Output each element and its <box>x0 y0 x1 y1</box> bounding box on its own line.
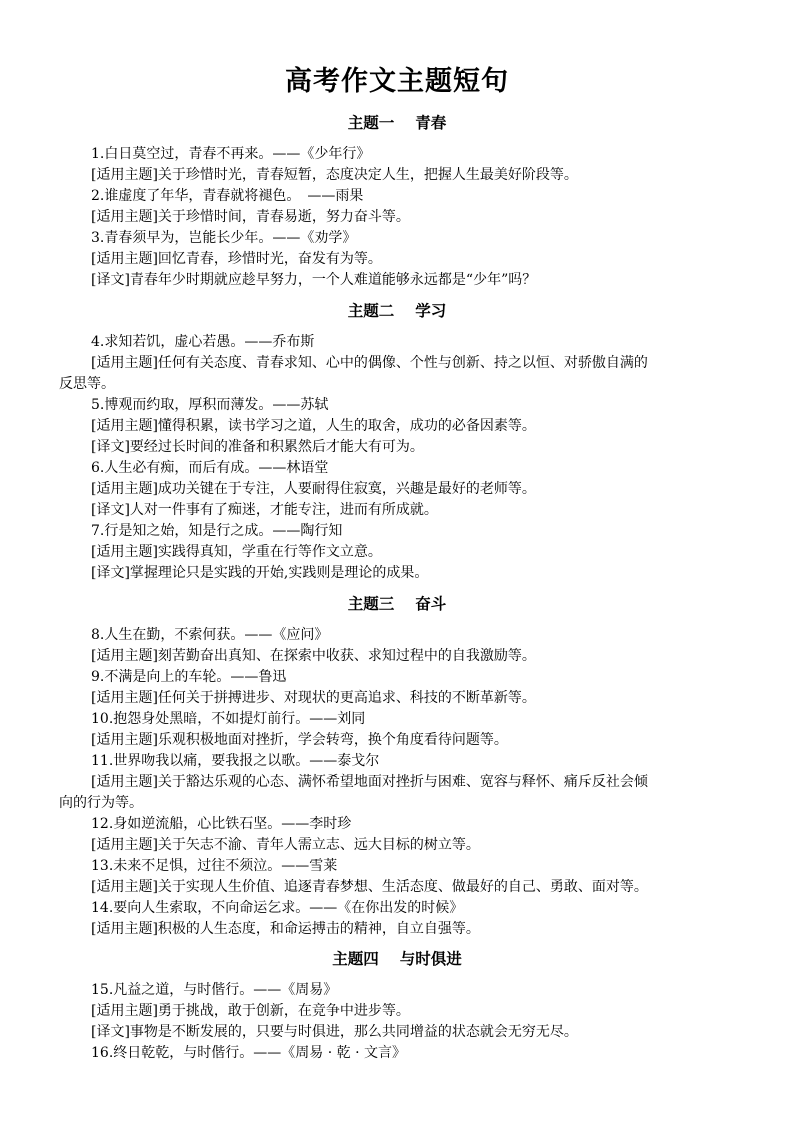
theme-line: [适用主题]勇于挑战，敢于创新，在竞争中进步等。 <box>91 1003 410 1019</box>
theme-line: [适用主题]实践得真知，学重在行等作文立意。 <box>91 544 382 560</box>
translation-line: [译文]事物是不断发展的，只要与时俱进，那么共同增益的状态就会无穷无尽。 <box>91 1024 578 1040</box>
quote-line: 9.不满是向上的车轮。——鲁迅 <box>91 669 287 685</box>
quote-line: 8.人生在勤，不索何获。——《应问》 <box>91 627 329 643</box>
theme-line: [适用主题]任何有关态度、青春求知、心中的偶像、个性与创新、持之以恒、对骄傲自满的 <box>91 355 648 371</box>
quote-line: 10.抱怨身处黑暗，不如提灯前行。——刘同 <box>91 711 366 727</box>
theme-line: [适用主题]任何关于拼搏进步、对现状的更高追求、科技的不断革新等。 <box>91 690 536 706</box>
translation-line: [译文]要经过长时间的准备和积累然后才能大有可为。 <box>91 439 424 455</box>
quote-line: 16.终日乾乾，与时偕行。——《周易 · 乾 · 文言》 <box>91 1045 406 1061</box>
section-heading-times: 主题四 与时俱进 <box>332 950 462 968</box>
theme-line: [适用主题]关于实现人生价值、追逐青春梦想、生活态度、做最好的自己、勇敢、面对等。 <box>91 879 648 895</box>
quote-line: 12.身如逆流船，心比铁石坚。——李时珍 <box>91 816 352 832</box>
theme-line: [适用主题]懂得积累，读书学习之道，人生的取舍，成功的必备因素等。 <box>91 418 536 434</box>
quote-line: 7.行是知之始，知是行之成。——陶行知 <box>91 523 343 539</box>
theme-line: [适用主题]关于豁达乐观的心态、满怀希望地面对挫折与困难、宽容与释怀、痛斥反社会倾 <box>91 774 648 790</box>
quote-line: 5.博观而约取，厚积而薄发。——苏轼 <box>91 397 329 413</box>
translation-line: [译文]青春年少时期就应趁早努力，一个人难道能够永远都是“少年”吗？ <box>91 272 537 288</box>
quote-line: 3.青春须早为，岂能长少年。——《劝学》 <box>91 230 357 246</box>
quote-line: 6.人生必有痴，而后有成。——林语堂 <box>91 460 329 476</box>
section-heading-struggle: 主题三 奋斗 <box>347 595 447 613</box>
translation-line: [译文]掌握理论只是实践的开始,实践则是理论的成果。 <box>91 565 429 581</box>
quote-line: 1.白日莫空过，青春不再来。——《少年行》 <box>91 146 371 162</box>
quote-line: 13.未来不足惧，过往不须泣。——雪莱 <box>91 858 338 874</box>
page-title: 高考作文主题短句 <box>285 66 509 97</box>
theme-line: [适用主题]关于矢志不渝、青年人需立志、远大目标的树立等。 <box>91 837 480 853</box>
quote-line: 11.世界吻我以痛，要我报之以歌。——泰戈尔 <box>91 753 380 769</box>
theme-line: [适用主题]关于珍惜时光，青春短暂，态度决定人生，把握人生最美好阶段等。 <box>91 167 578 183</box>
theme-line: [适用主题]成功关键在于专注，人要耐得住寂寞，兴趣是最好的老师等。 <box>91 481 536 497</box>
theme-line: [适用主题]关于珍惜时间，青春易逝，努力奋斗等。 <box>91 209 410 225</box>
theme-line-continuation: 反思等。 <box>59 376 115 392</box>
quote-line: 4.求知若饥，虚心若愚。——乔布斯 <box>91 334 315 350</box>
quote-line: 14.要向人生索取，不向命运乞求。——《在你出发的时候》 <box>91 900 464 916</box>
section-heading-youth: 主题一 青春 <box>347 114 447 132</box>
theme-line: [适用主题]回忆青春，珍惜时光，奋发有为等。 <box>91 251 382 267</box>
theme-line: [适用主题]积极的人生态度，和命运搏击的精神，自立自强等。 <box>91 921 480 937</box>
translation-line: [译文]人对一件事有了痴迷，才能专注，进而有所成就。 <box>91 502 438 518</box>
theme-line: [适用主题]刻苦勤奋出真知、在探索中收获、求知过程中的自我激励等。 <box>91 648 536 664</box>
quote-line: 15.凡益之道，与时偕行。——《周易》 <box>91 982 338 998</box>
theme-line: [适用主题]乐观积极地面对挫折，学会转弯，换个角度看待问题等。 <box>91 732 508 748</box>
section-heading-study: 主题二 学习 <box>347 302 447 320</box>
quote-line: 2.谁虚度了年华，青春就将褪色。 ——雨果 <box>91 188 364 204</box>
theme-line-continuation: 向的行为等。 <box>59 795 143 811</box>
